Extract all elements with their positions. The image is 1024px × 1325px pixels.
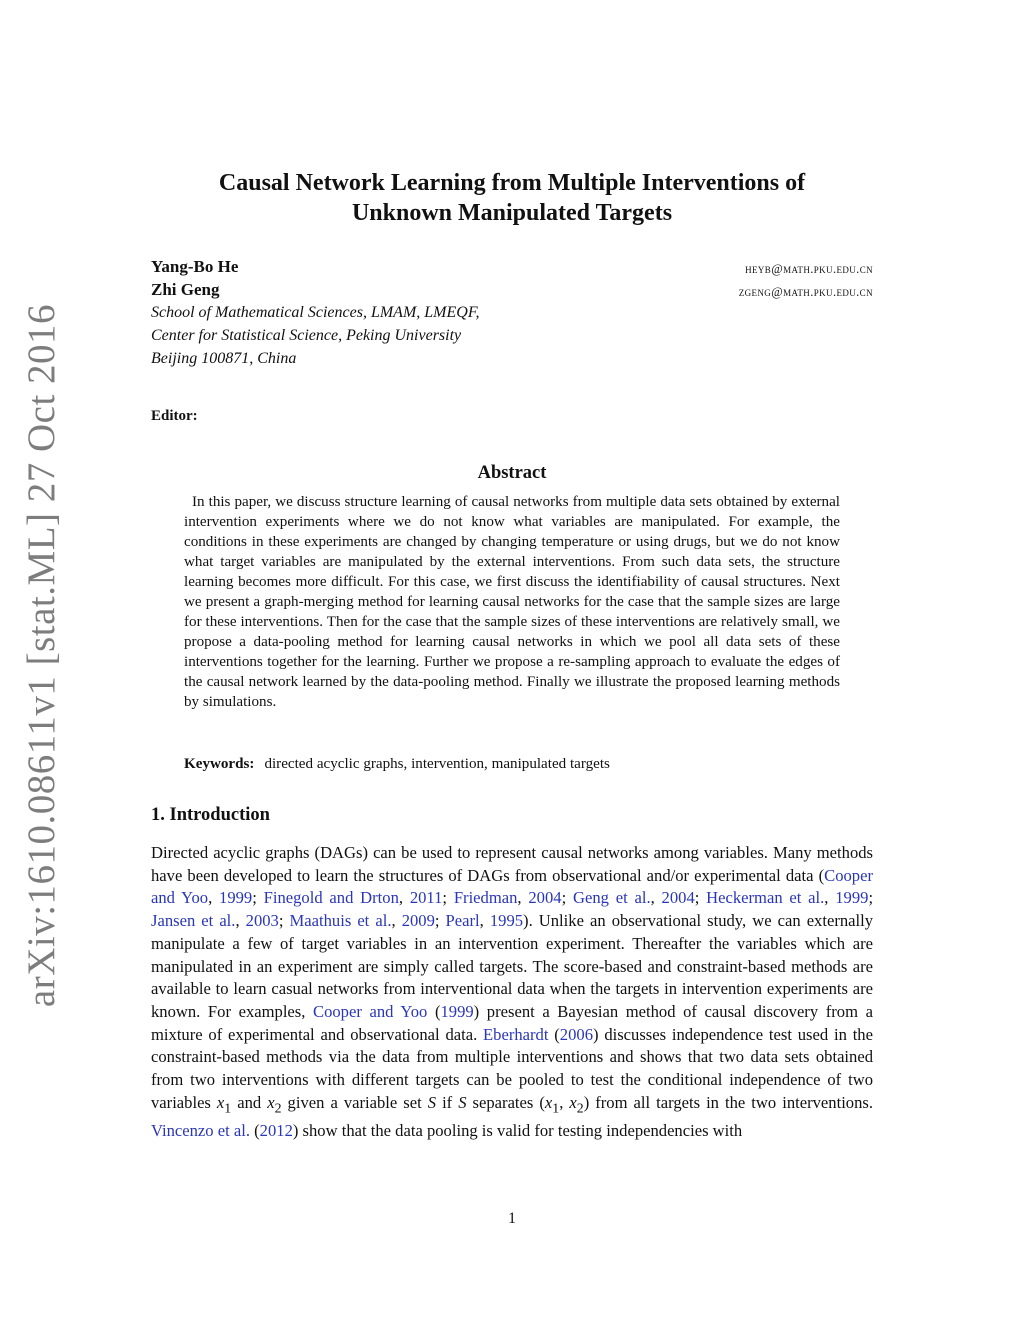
keywords-value: directed acyclic graphs, intervention, manipulated targets: [264, 756, 610, 772]
keywords-line: [184, 756, 610, 773]
math-variable: x: [267, 1092, 275, 1112]
intro-text: ;: [278, 911, 290, 931]
citation-link[interactable]: 2004: [661, 888, 695, 908]
citation-link[interactable]: 2004: [528, 888, 562, 908]
math-subscript: 2: [274, 1100, 282, 1116]
editor-label: Editor:: [151, 408, 198, 424]
title-line-1: Causal Network Learning from Multiple Interventions of: [218, 170, 806, 196]
intro-text: ,: [559, 1092, 570, 1112]
citation-link[interactable]: Heckerman et al.: [706, 888, 825, 908]
intro-text: ,: [235, 911, 246, 931]
intro-text: ) present a Bayesian method of causal discovery from a mixture of experimental and observational data.: [151, 1001, 873, 1044]
intro-text: Directed acyclic graphs (DAGs) can be used to represent causal networks among variables. Many methods have been developed to learn the structures of DAGs from observational and/or experimental data (: [151, 843, 873, 885]
intro-text: ,: [208, 888, 220, 908]
citation-link[interactable]: 2009: [401, 911, 435, 931]
affiliation: [151, 301, 480, 370]
affiliation-line-2: Center for Statistical Science, Peking University: [151, 327, 462, 344]
math-variable: S: [427, 1092, 437, 1112]
abstract-heading: Abstract: [477, 463, 547, 483]
citation-link[interactable]: 1999: [440, 1001, 474, 1021]
author-1-email[interactable]: heyb@math.pku.edu.cn: [745, 262, 873, 276]
keywords-label: Keywords:: [184, 756, 255, 772]
intro-text: ;: [694, 888, 707, 908]
intro-text: ). Unlike an observational study, we can externally manipulate a few of target variables in an intervention experiment. Thereafter the variables which are manipulated in an experiment are simply called targets. The score-based and constraint-based methods are available to learn casual networks from interventional data when the targets in intervention experiments are known. For examples,: [151, 911, 874, 1021]
intro-text: ,: [650, 888, 662, 908]
paper-title: [150, 168, 874, 228]
section-heading-introduction: 1. Introduction: [151, 805, 270, 825]
intro-text: and: [231, 1092, 268, 1112]
abstract-text: In this paper, we discuss structure learning of causal networks from multiple data sets obtained by external intervention experiments where we do not know what variables are manipulated. For example, the conditions in these experiments are changed by changing temperature or using drugs, but we do not know what target variables are manipulated by the external interventions. From such data sets, the structure learning becomes more difficult. For this case, we first discuss the identifiability of causal structures. Next we present a graph-merging method for learning causal networks for the case that the sample sizes are large for these interventions. Then for the case that the sample sizes of these interventions are relatively small, we propose a data-pooling method for learning causal networks in which we pool all data sets of these interventions together for the learning. Further we propose a re-sampling approach to evaluate the edges of the causal network learned by the data-pooling method. Finally we illustrate the proposed learning methods by simulations.: [184, 494, 840, 710]
math-variable: x: [569, 1092, 577, 1112]
intro-text: ,: [479, 911, 490, 931]
intro-text: ) from all targets in the two interventions.: [583, 1092, 874, 1112]
citation-link[interactable]: Cooper and Yoo: [313, 1001, 428, 1021]
intro-text: separates (: [466, 1092, 545, 1112]
citation-link[interactable]: Maathuis et al.: [289, 911, 392, 931]
math-variable: S: [458, 1092, 467, 1112]
intro-text: ;: [434, 911, 446, 931]
math-variable: x: [216, 1092, 225, 1112]
intro-text: ) show that the data pooling is valid for testing independencies with: [292, 1120, 743, 1140]
citation-link[interactable]: 1999: [219, 888, 253, 908]
intro-text: (: [427, 1001, 441, 1021]
intro-text: ;: [442, 888, 454, 908]
citation-link[interactable]: 1995: [489, 911, 524, 931]
intro-text: if: [436, 1092, 459, 1112]
citation-link[interactable]: Friedman: [453, 888, 518, 908]
citation-link[interactable]: Finegold and Drton: [263, 888, 399, 908]
intro-text: ,: [391, 911, 402, 931]
citation-link[interactable]: Eberhardt: [483, 1024, 549, 1044]
citation-link[interactable]: Jansen et al.: [151, 911, 236, 931]
citation-link[interactable]: 1999: [835, 888, 869, 908]
intro-text: ;: [561, 888, 573, 908]
intro-text: ;: [868, 888, 874, 908]
page-number: 1: [508, 1210, 516, 1227]
intro-text: (: [548, 1024, 560, 1044]
title-line-2: Unknown Manipulated Targets: [351, 200, 673, 226]
citation-link[interactable]: 2012: [259, 1120, 293, 1140]
citation-link[interactable]: 2006: [559, 1024, 593, 1044]
math-subscript: 1: [552, 1100, 560, 1116]
citation-link[interactable]: 2011: [409, 888, 443, 908]
intro-text: ,: [824, 888, 836, 908]
intro-text: ,: [517, 888, 529, 908]
arxiv-side-stamp: [4, 303, 80, 1007]
arxiv-id-text: arXiv:1610.08611v1 [stat.ML] 27 Oct 2016: [20, 303, 64, 1007]
citation-link[interactable]: Geng et al.: [572, 888, 651, 908]
intro-text: ) discusses independence test used in the constraint-based methods via the data from multiple interventions and shows that two data sets obtained from two interventions with different targets can be pooled to test the conditional independence of two variables: [151, 1024, 873, 1112]
math-variable: x: [544, 1092, 553, 1112]
citation-link[interactable]: Cooper and Yoo: [151, 865, 873, 908]
citation-link[interactable]: Pearl: [445, 911, 480, 931]
affiliation-line-1: School of Mathematical Sciences, LMAM, LMEQF,: [151, 304, 480, 321]
intro-text: ;: [252, 888, 264, 908]
author-1-name: Yang-Bo He: [151, 257, 239, 276]
math-subscript: 2: [576, 1100, 584, 1116]
intro-text: given a variable set: [281, 1092, 428, 1112]
author-2-name: Zhi Geng: [151, 280, 220, 299]
citation-link[interactable]: 2003: [245, 911, 279, 931]
intro-text: (: [249, 1120, 260, 1140]
math-subscript: 1: [224, 1100, 232, 1116]
intro-text: ,: [398, 888, 410, 908]
citation-link[interactable]: Vincenzo et al.: [151, 1120, 250, 1140]
author-2-email[interactable]: zgeng@math.pku.edu.cn: [738, 285, 873, 299]
affiliation-line-3: Beijing 100871, China: [151, 350, 297, 367]
introduction-paragraph: [151, 842, 873, 1142]
